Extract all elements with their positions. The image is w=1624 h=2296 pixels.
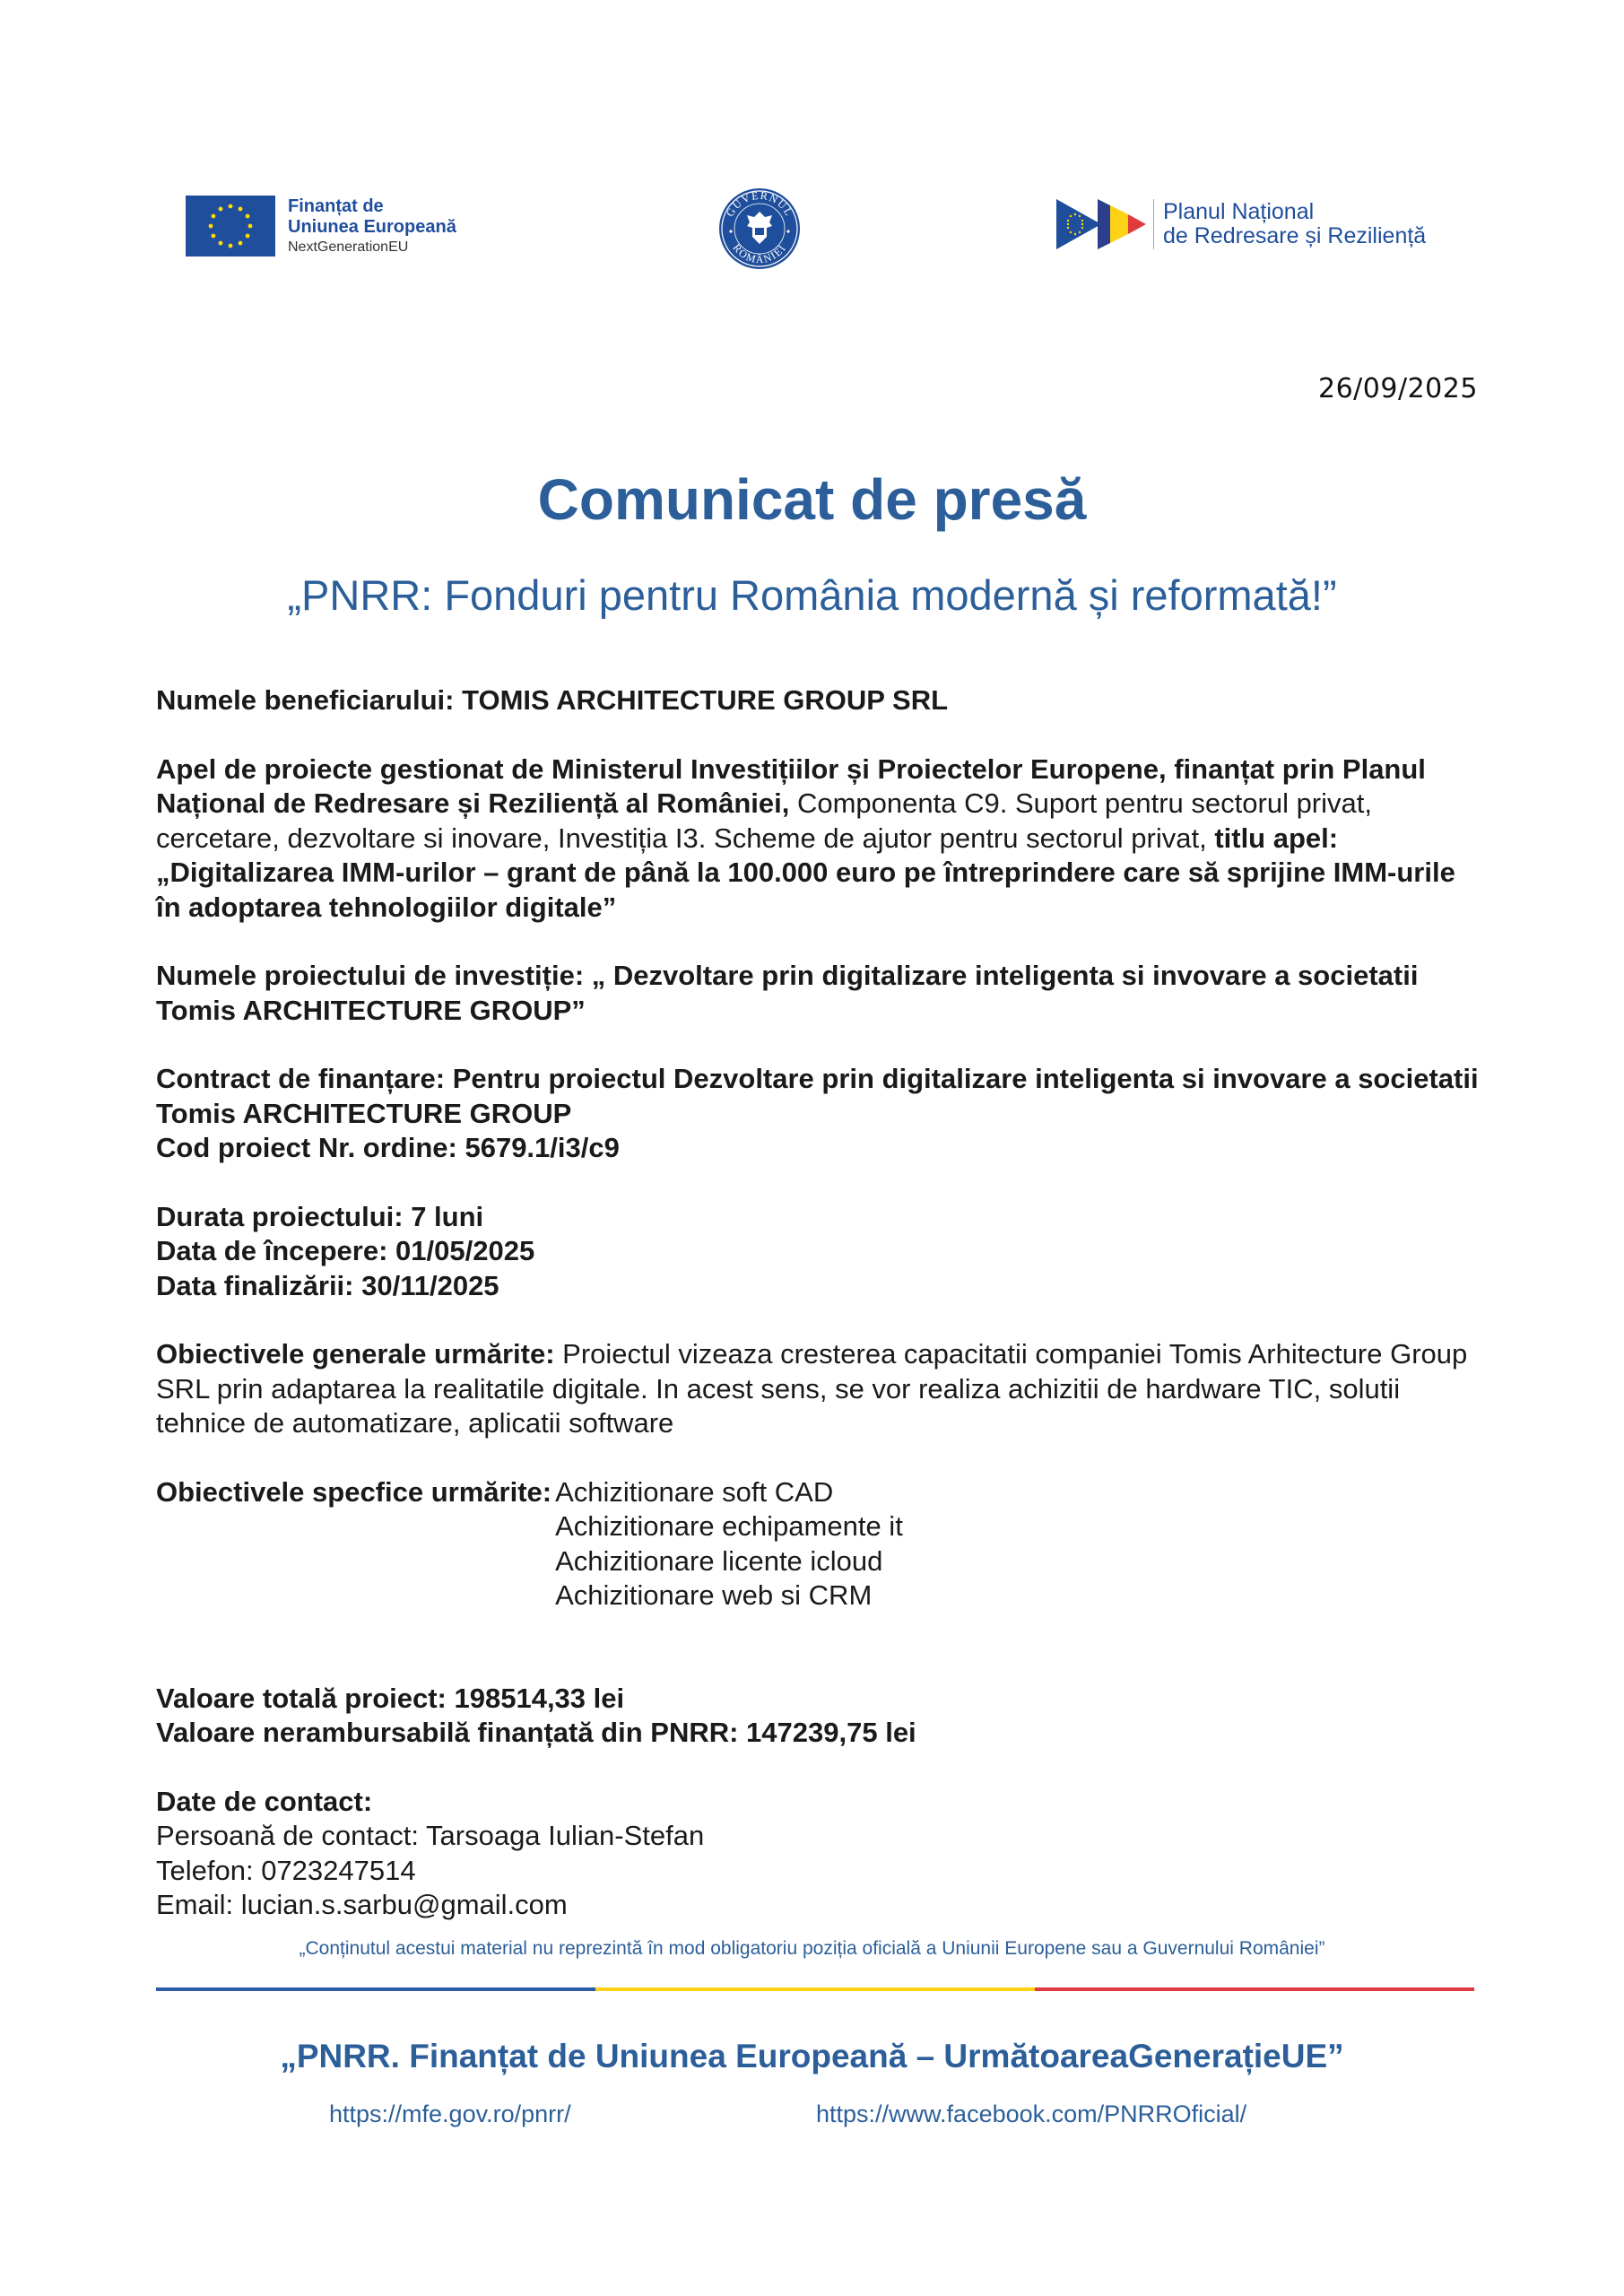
contact-heading: Date de contact: [156,1785,373,1817]
page-title: Comunicat de presă [537,467,1087,532]
eu-funding-logo [186,196,456,257]
pnrr-logo [1056,199,1426,249]
eu-star-icon [219,207,223,212]
financing-contract: Contract de finanțare: Pentru proiectul Dezvoltare prin digitalizare inteligenta si invovare a societatii Tomis ARCHITECTURE GROUP [156,1063,1479,1129]
specific-objective-item: Achizitionare echipamente it [555,1510,903,1542]
contact-person: Persoană de contact: Tarsoaga Iulian-Stefan [156,1820,705,1851]
press-release-date: 26/09/2025 [1318,373,1478,404]
pnrr-logo-line2: de Redresare și Reziliență [1163,223,1427,248]
general-objectives [156,1337,1483,1441]
call-managing-authority: Apel de proiecte gestionat de Ministerul Investițiilor și Proiectelor Europene, finanțat prin Planul Național de Redresare și Reziliență al României, [156,752,1426,819]
call-title: titlu apel: „Digitalizarea IMM-urilor – grant de până la 100.000 euro pe întreprindere care să sprijine IMM-urile în adoptarea tehnologiilor digitale” [156,822,1455,923]
grant-value: Valoare nerambursabilă finanțată din PNRR: 147239,75 lei [156,1717,916,1748]
eu-flag-icon [186,196,275,257]
eu-star-icon [212,214,216,219]
contact-email: Email: lucian.s.sarbu@gmail.com [156,1889,568,1920]
specific-objective-item: Achizitionare soft CAD [555,1475,834,1508]
project-code: Cod proiect Nr. ordine: 5679.1/i3/c9 [156,1132,620,1163]
specific-objective-item: Achizitionare web si CRM [555,1579,873,1611]
eu-star-icon [248,224,253,229]
start-date: Data de începere: 01/05/2025 [156,1235,535,1266]
general-objectives-text: Proiectul vizeaza cresterea capacitatii companiei Tomis Arhitecture Group SRL prin adaptarea la realitatile digitale. In acest sens, se vor realiza achizitii de hardware TIC, solutii tehnice de automatizare, aplicatii software [156,1338,1468,1439]
pnrr-arrows-icon [1056,199,1146,249]
specific-objective-item: Achizitionare licente icloud [555,1544,883,1577]
project-duration: Durata proiectului: 7 luni [156,1200,484,1232]
eu-star-icon [239,207,243,212]
general-objectives-label: Obiectivele generale urmărite: [156,1338,555,1370]
eu-star-icon [209,224,213,229]
eu-star-icon [239,241,243,246]
tricolor-yellow [595,1987,1035,1991]
mfe-pnrr-link[interactable]: https://mfe.gov.ro/pnrr/ [329,2100,571,2127]
call-component: Componenta C9. Suport pentru sectorul privat, cercetare, dezvoltare si inovare, Investiția I3. Scheme de ajutor pentru sectorul privat, [156,787,1372,854]
eu-star-icon [212,234,216,239]
project-name: Numele proiectului de investiție: „ Dezvoltare prin digitalizare inteligenta si invovare a societatii Tomis ARCHITECTURE GROUP” [156,960,1419,1026]
footer-slogan: „PNRR. Finanțat de Uniunea Europeană – UrmătoareaGenerațieUE” [280,2038,1344,2074]
eu-star-icon [229,204,233,209]
facebook-pnrr-link[interactable]: https://www.facebook.com/PNRROficial/ [816,2100,1247,2127]
tricolor-red [1035,1987,1474,1991]
contact-phone: Telefon: 0723247514 [156,1854,416,1886]
page-subtitle: „PNRR: Fonduri pentru România modernă și reformată!” [287,571,1337,619]
specific-objectives [156,1475,1483,1613]
eu-logo-line3: NextGenerationEU [288,239,409,255]
tricolor-divider [156,1987,1474,1991]
total-project-value: Valoare totală proiect: 198514,33 lei [156,1682,625,1714]
end-date: Data finalizării: 30/11/2025 [156,1269,499,1301]
disclaimer: „Conținutul acestui material nu reprezintă în mod obligatoriu poziția oficială a Uniunii Europene sau a Guvernului României” [299,1938,1325,1959]
seal-top-text: GUVERNUL [723,188,796,219]
pnrr-logo-divider [1153,199,1154,249]
eu-star-icon [246,214,250,219]
eu-logo-line1: Finanțat de [288,196,384,217]
pnrr-logo-line1: Planul Național [1163,199,1315,224]
call-description [156,752,1483,926]
eu-star-icon [229,244,233,248]
eu-logo-line2: Uniunea Europeană [288,216,456,237]
seal-bottom-text: ROMÂNIEI [730,241,789,266]
tricolor-blue [156,1987,595,1991]
press-release-body [156,683,1483,1923]
specific-objectives-label: Obiectivele specfice urmărite: [156,1475,552,1508]
eu-star-icon [246,234,250,239]
eu-star-icon [219,241,223,246]
beneficiary-name: Numele beneficiarului: TOMIS ARCHITECTURE GROUP SRL [156,684,949,716]
romanian-government-seal-icon [717,187,802,271]
